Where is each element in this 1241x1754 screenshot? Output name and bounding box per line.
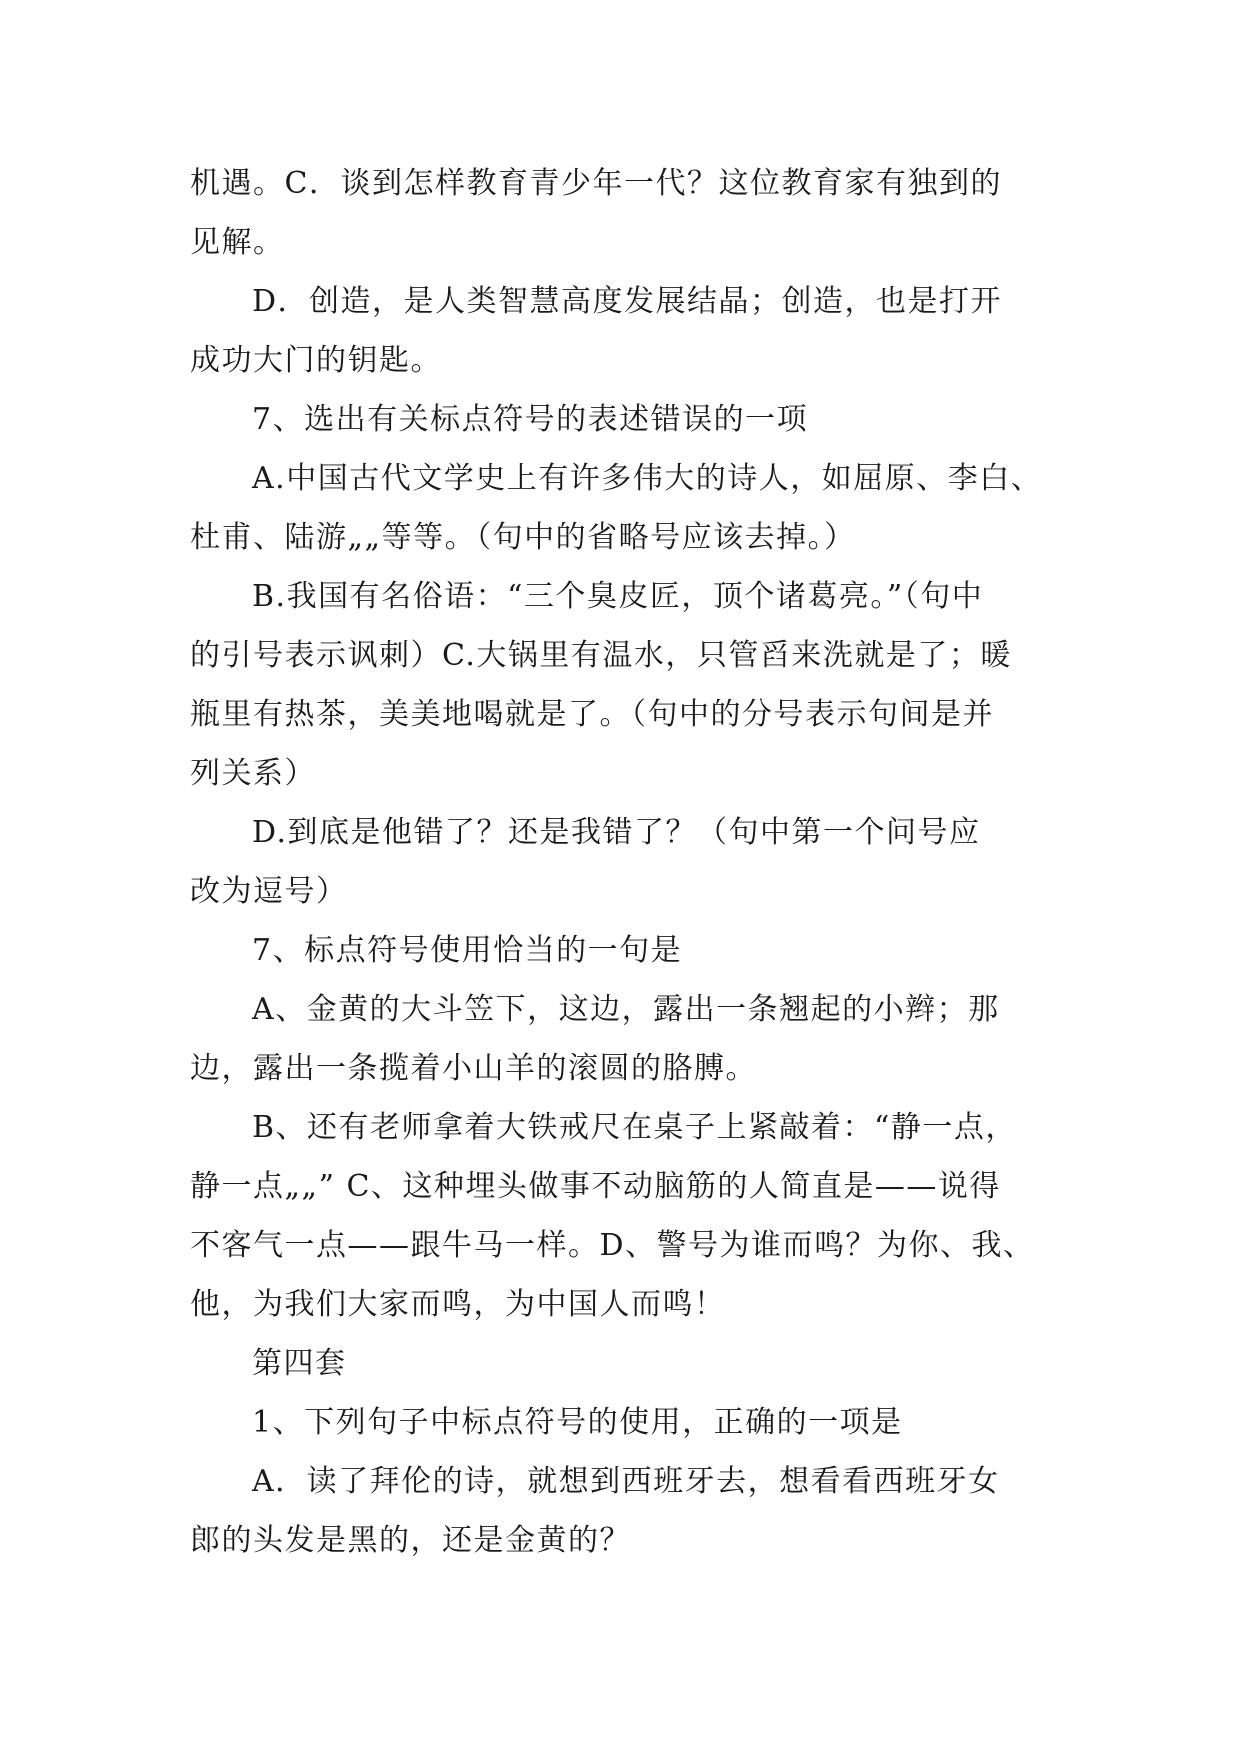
text-line: 杜甫、陆游„„等等。（句中的省略号应该去掉。） bbox=[190, 520, 856, 555]
question-heading: 7、选出有关标点符号的表述错误的一项 bbox=[252, 402, 809, 437]
question-heading: 1、下列句子中标点符号的使用，正确的一项是 bbox=[252, 1405, 903, 1440]
question-heading: 7、标点符号使用恰当的一句是 bbox=[252, 933, 683, 968]
text-line: B、还有老师拿着大铁戒尺在桌子上紧敲着：“静一点， bbox=[252, 1110, 1017, 1145]
text-line: 改为逗号） bbox=[190, 874, 348, 909]
text-line: 瓶里有热茶，美美地喝就是了。（句中的分号表示句间是并 bbox=[190, 697, 994, 732]
text-line: B.我国有名俗语：“三个臭皮匠，顶个诸葛亮。”（句中 bbox=[252, 579, 984, 614]
text-line: 不客气一点——跟牛马一样。D、警号为谁而鸣？为你、我、 bbox=[190, 1228, 1035, 1263]
text-line: 机遇。C．谈到怎样教育青少年一代？这位教育家有独到的 bbox=[190, 166, 1002, 201]
text-line: 边，露出一条揽着小山羊的滚圆的胳膊。 bbox=[190, 1051, 757, 1086]
text-line: A．读了拜伦的诗，就想到西班牙去，想看看西班牙女 bbox=[252, 1464, 1000, 1499]
text-line: D．创造，是人类智慧高度发展结晶；创造，也是打开 bbox=[252, 284, 1003, 319]
text-line: 成功大门的钥匙。 bbox=[190, 343, 442, 378]
text-line: A.中国古代文学史上有许多伟大的诗人，如屈原、李白、 bbox=[252, 461, 1043, 496]
section-heading: 第四套 bbox=[252, 1346, 347, 1381]
text-line: 郎的头发是黑的，还是金黄的？ bbox=[190, 1523, 631, 1558]
text-line: D.到底是他错了？还是我错了？（句中第一个问号应 bbox=[252, 815, 981, 850]
text-line: 他，为我们大家而鸣，为中国人而鸣！ bbox=[190, 1287, 726, 1322]
text-line: 列关系） bbox=[190, 756, 316, 791]
text-line: 静一点„„” C、这种埋头做事不动脑筋的人简直是——说得 bbox=[190, 1169, 1001, 1204]
document-body bbox=[190, 154, 1060, 1570]
text-line: 见解。 bbox=[190, 225, 285, 260]
text-line: A、金黄的大斗笠下，这边，露出一条翘起的小辫；那 bbox=[252, 992, 1000, 1027]
text-line: 的引号表示讽刺）C.大锅里有温水，只管舀来洗就是了；暖 bbox=[190, 638, 1012, 673]
